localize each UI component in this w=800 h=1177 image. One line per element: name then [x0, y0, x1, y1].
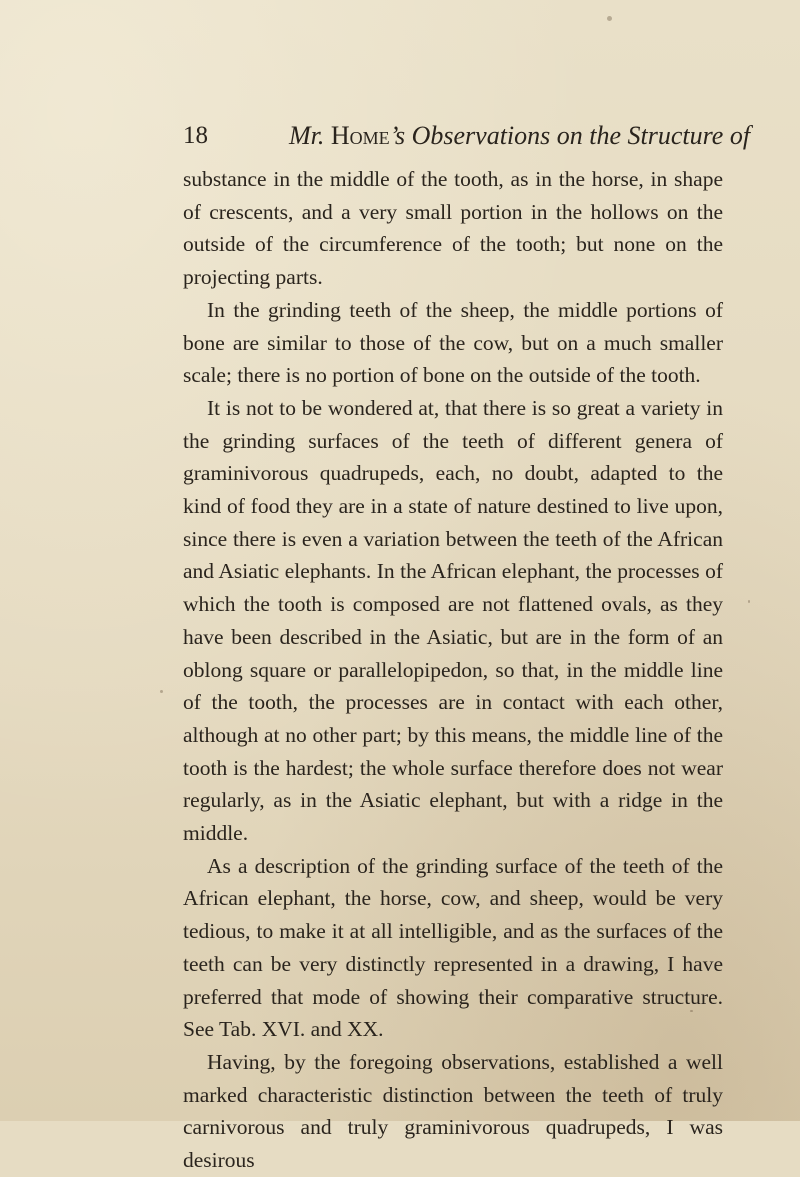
running-title-prefix: Mr.: [289, 121, 331, 150]
paper-speck: [160, 690, 163, 693]
running-title-rest: ’s Observations on the Structure of: [389, 121, 751, 150]
paragraph-4: As a description of the grinding surface of the teeth of the African elephant, the horse, cow, and sheep, would be very tedious, to make it at all intelligible, and as the surfaces of the teeth can be very distinctly represented in a drawing, I have preferred that mode of showing their comparative structure. See Tab. XVI. and XX.: [183, 853, 723, 1042]
paper-speck: [607, 16, 612, 21]
page-number: 18: [183, 122, 208, 149]
paper-speck: [748, 600, 750, 603]
paragraph-5: Having, by the foregoing observations, established a well marked characteristic distinction between the teeth of truly carnivorous and truly graminivorous quadrupeds, I was desirous: [183, 1049, 723, 1173]
paragraph-2: In the grinding teeth of the sheep, the middle portions of bone are similar to those of the cow, but on a much smaller scale; there is no portion of bone on the outside of the tooth.: [183, 297, 723, 388]
paragraph-3: It is not to be wondered at, that there is so great a variety in the grinding surfaces of the teeth of different genera of graminivorous quadrupeds, each, no doubt, adapted to the kind of food they are in a state of nature destined to live upon, since there is even a variation between the teeth of the African and Asiatic elephants. In the African elephant, the processes of which the tooth is composed are not flattened ovals, as they have been described in the Asiatic, but are in the form of an oblong square or parallelopipedon, so that, in the middle line of the tooth, the processes are in contact with each other, although at no other part; by this means, the middle line of the tooth is the hardest; the whole surface therefore does not wear regularly, as in the Asiatic elephant, but with a ridge in the middle.: [183, 395, 723, 846]
page-header: [183, 118, 751, 154]
paragraph-1: substance in the middle of the tooth, as in the horse, in shape of crescents, and a very small portion in the hollows on the outside of the circumference of the tooth; but none on the projecting parts.: [183, 167, 723, 290]
body-text: [183, 163, 723, 1177]
running-title-author: Home: [330, 121, 390, 150]
running-title: [289, 118, 750, 154]
paper-speck: [690, 1010, 693, 1012]
